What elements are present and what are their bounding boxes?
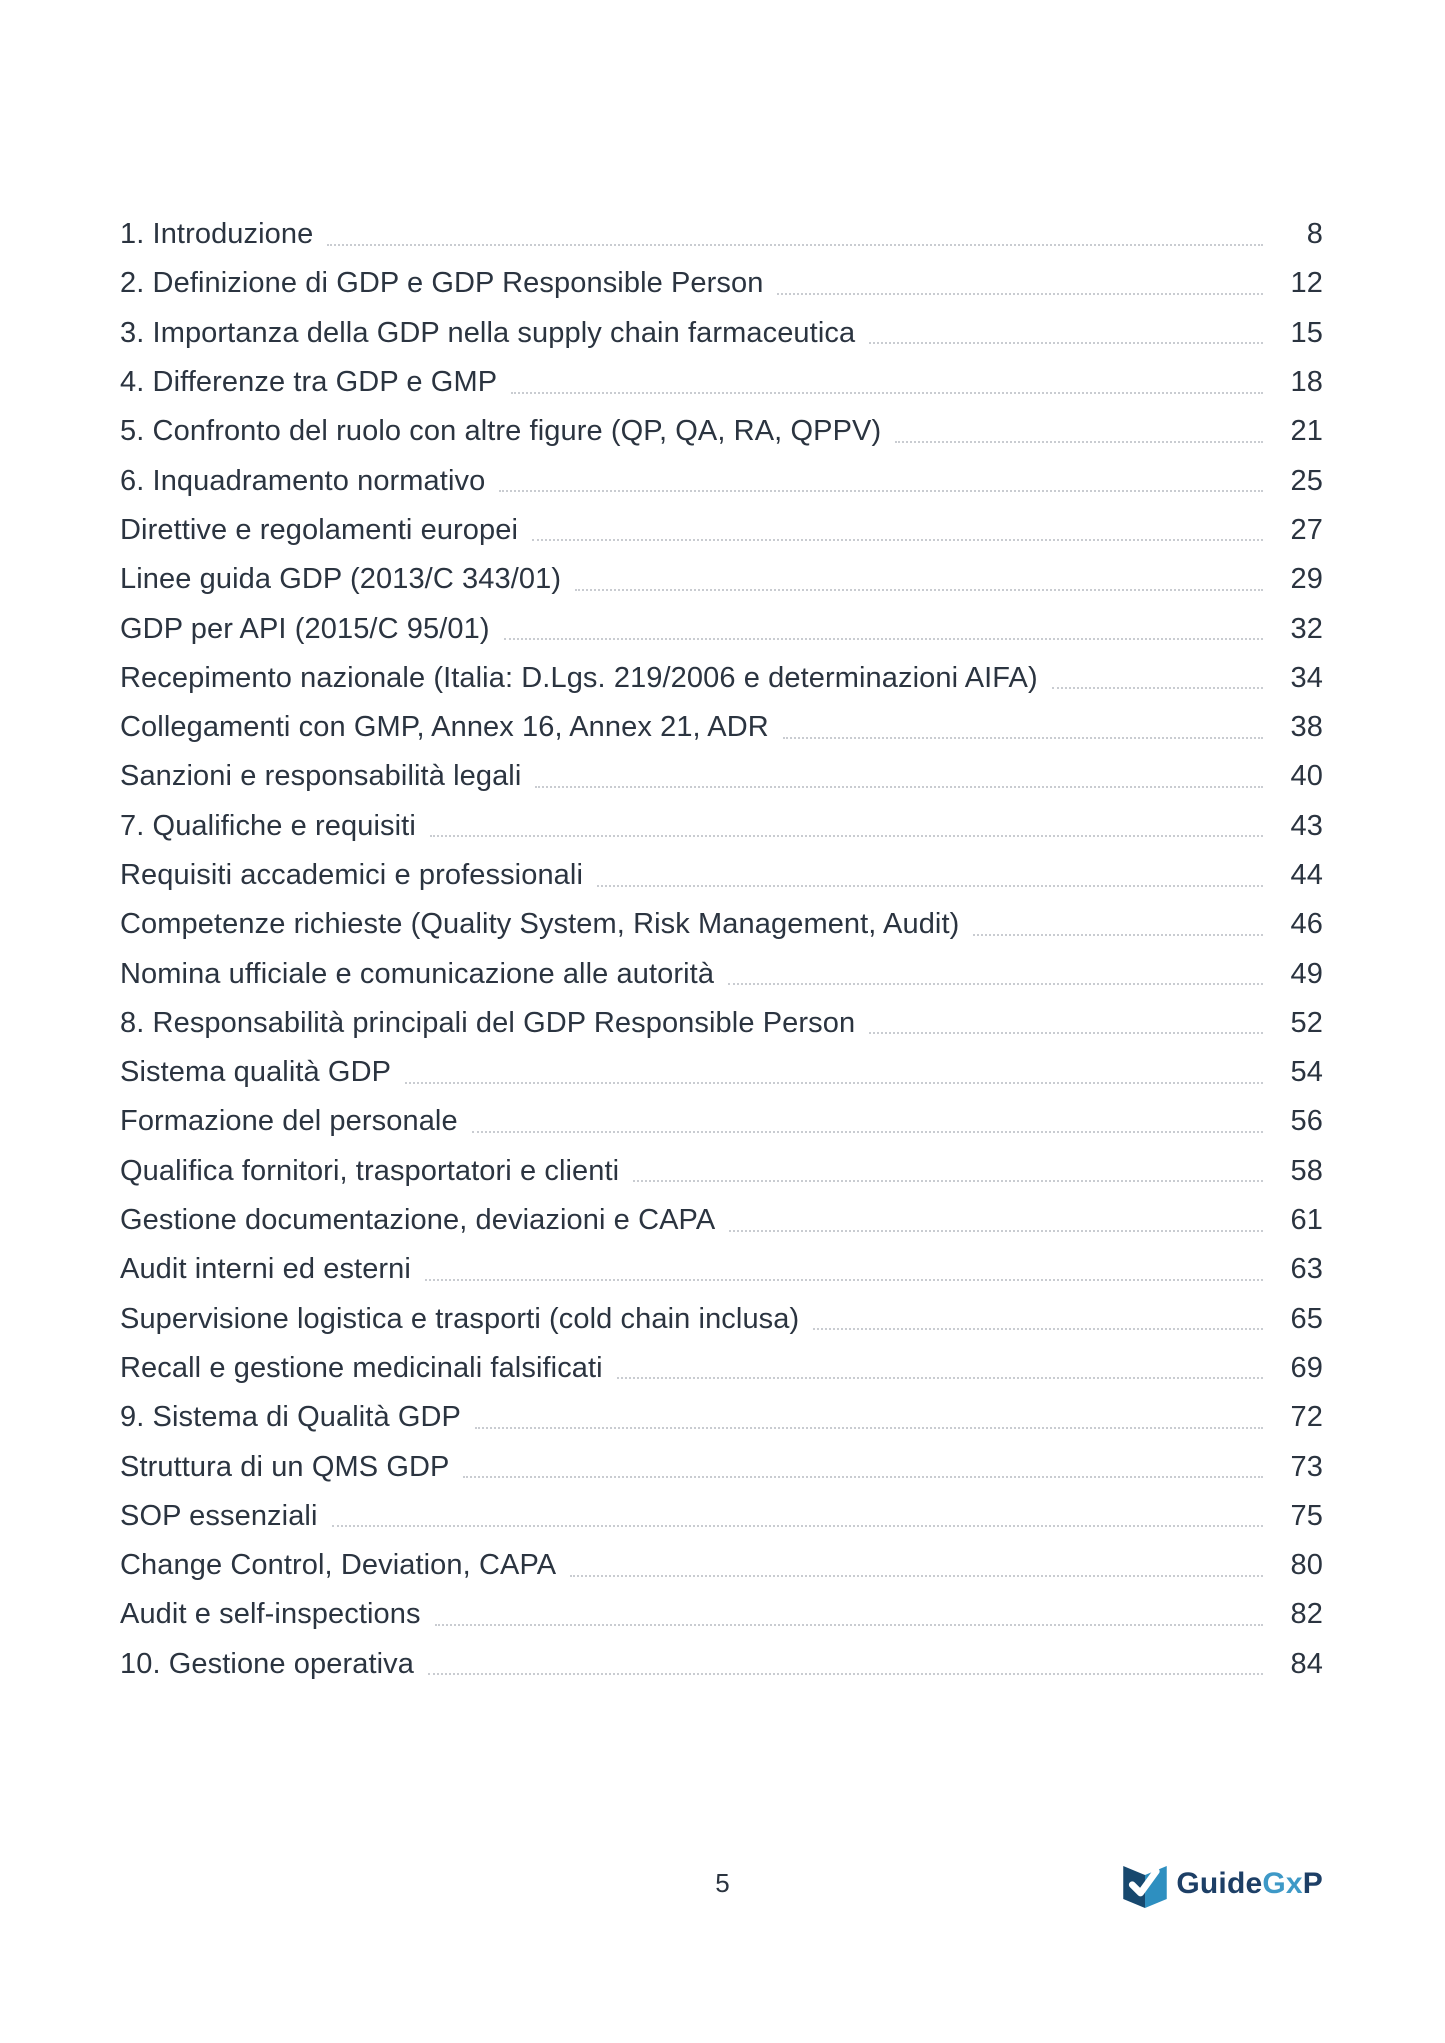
toc-entry: [120, 1541, 1323, 1590]
toc-entry-page: 34: [1290, 661, 1323, 694]
toc-entry: [120, 210, 1323, 259]
page-number: 5: [715, 1868, 730, 1898]
toc-leader-dots: [430, 815, 1263, 837]
toc-entry-page: 54: [1290, 1056, 1323, 1089]
toc-list: [120, 210, 1323, 1689]
toc-entry-title: Struttura di un QMS GDP: [120, 1450, 450, 1483]
toc-leader-dots: [633, 1160, 1263, 1182]
toc-entry-title: Recepimento nazionale (Italia: D.Lgs. 219/2006 e determinazioni AIFA): [120, 661, 1038, 694]
toc-entry-title: 9. Sistema di Qualità GDP: [120, 1401, 461, 1434]
toc-leader-dots: [570, 1555, 1263, 1577]
toc-leader-dots: [597, 865, 1263, 887]
toc-entry-page: 25: [1290, 464, 1323, 497]
toc-entry: [120, 1147, 1323, 1196]
toc-entry-title: 5. Confronto del ruolo con altre figure (QP, QA, RA, QPPV): [120, 415, 882, 448]
toc-entry-page: 18: [1290, 366, 1323, 399]
toc-entry-page: 8: [1306, 218, 1323, 251]
toc-entry: [120, 1196, 1323, 1245]
toc-entry-title: Qualifica fornitori, trasportatori e clienti: [120, 1154, 620, 1187]
toc-entry-title: Direttive e regolamenti europei: [120, 513, 519, 546]
guidegxp-logo: [1121, 1858, 1323, 1910]
toc-entry: [120, 259, 1323, 308]
toc-leader-dots: [472, 1111, 1263, 1133]
toc-entry-title: Supervisione logistica e trasporti (cold chain inclusa): [120, 1302, 800, 1335]
toc-entry: [120, 752, 1323, 801]
toc-entry-title: 6. Inquadramento normativo: [120, 464, 486, 497]
logo-wordmark: [1176, 1867, 1323, 1901]
toc-leader-dots: [783, 717, 1263, 739]
toc-entry-title: 8. Responsabilità principali del GDP Responsible Person: [120, 1006, 856, 1039]
toc-leader-dots: [617, 1357, 1263, 1379]
toc-entry-page: 56: [1290, 1105, 1323, 1138]
toc-leader-dots: [511, 372, 1263, 394]
toc-entry-title: Change Control, Deviation, CAPA: [120, 1549, 557, 1582]
toc-entry-title: 4. Differenze tra GDP e GMP: [120, 366, 498, 399]
toc-entry-title: SOP essenziali: [120, 1499, 318, 1532]
toc-leader-dots: [425, 1259, 1263, 1281]
toc-entry: [120, 1442, 1323, 1491]
toc-entry-page: 72: [1290, 1401, 1323, 1434]
toc-leader-dots: [475, 1407, 1263, 1429]
toc-entry: [120, 1590, 1323, 1639]
toc-entry: [120, 703, 1323, 752]
toc-leader-dots: [327, 224, 1263, 246]
toc-entry-title: Gestione documentazione, deviazioni e CAPA: [120, 1204, 716, 1237]
toc-entry: [120, 1344, 1323, 1393]
toc-entry-page: 80: [1290, 1549, 1323, 1582]
toc-leader-dots: [777, 273, 1263, 295]
toc-entry: [120, 999, 1323, 1048]
toc-entry-page: 52: [1290, 1006, 1323, 1039]
toc-entry: [120, 604, 1323, 653]
toc-entry-title: 10. Gestione operativa: [120, 1647, 414, 1680]
toc-entry-title: 1. Introduzione: [120, 218, 314, 251]
open-book-checkmark-icon: [1121, 1858, 1169, 1910]
toc-entry-page: 75: [1290, 1499, 1323, 1532]
toc-leader-dots: [1052, 667, 1263, 689]
toc-leader-dots: [895, 421, 1263, 443]
toc-leader-dots: [813, 1308, 1263, 1330]
toc-leader-dots: [869, 322, 1263, 344]
toc-entry-page: 84: [1290, 1647, 1323, 1680]
toc-entry: [120, 358, 1323, 407]
toc-entry-page: 32: [1290, 612, 1323, 645]
toc-entry-title: Recall e gestione medicinali falsificati: [120, 1351, 603, 1384]
toc-entry-page: 82: [1290, 1598, 1323, 1631]
toc-entry: [120, 555, 1323, 604]
toc-entry: [120, 309, 1323, 358]
toc-entry-page: 73: [1290, 1450, 1323, 1483]
toc-entry: [120, 1640, 1323, 1689]
toc-leader-dots: [499, 470, 1263, 492]
toc-entry: [120, 506, 1323, 555]
toc-entry-page: 58: [1290, 1154, 1323, 1187]
toc-entry: [120, 900, 1323, 949]
toc-entry: [120, 407, 1323, 456]
toc-entry-title: Nomina ufficiale e comunicazione alle autorità: [120, 957, 715, 990]
toc-entry-page: 12: [1290, 267, 1323, 300]
toc-leader-dots: [428, 1653, 1263, 1675]
toc-entry-title: Sanzioni e responsabilità legali: [120, 760, 522, 793]
toc-entry-page: 63: [1290, 1253, 1323, 1286]
toc-entry-page: 46: [1290, 908, 1323, 941]
toc-leader-dots: [332, 1505, 1263, 1527]
logo-text-guide: Guide: [1176, 1867, 1263, 1900]
toc-entry-title: 2. Definizione di GDP e GDP Responsible Person: [120, 267, 764, 300]
toc-entry: [120, 949, 1323, 998]
toc-entry-title: GDP per API (2015/C 95/01): [120, 612, 490, 645]
toc-leader-dots: [869, 1012, 1263, 1034]
toc-entry-page: 65: [1290, 1302, 1323, 1335]
toc-entry-page: 43: [1290, 809, 1323, 842]
toc-entry: [120, 1245, 1323, 1294]
toc-entry: [120, 456, 1323, 505]
logo-text-p: P: [1302, 1867, 1323, 1900]
toc-entry-title: 7. Qualifiche e requisiti: [120, 809, 416, 842]
toc-leader-dots: [405, 1062, 1263, 1084]
toc-entry-title: Audit interni ed esterni: [120, 1253, 411, 1286]
toc-entry: [120, 802, 1323, 851]
toc-entry: [120, 654, 1323, 703]
toc-entry: [120, 1393, 1323, 1442]
toc-entry-title: Sistema qualità GDP: [120, 1056, 392, 1089]
toc-entry-page: 69: [1290, 1351, 1323, 1384]
toc-entry-title: Competenze richieste (Quality System, Risk Management, Audit): [120, 908, 960, 941]
toc-entry-page: 38: [1290, 711, 1323, 744]
toc-entry-page: 15: [1290, 316, 1323, 349]
toc-entry: [120, 1048, 1323, 1097]
toc-leader-dots: [504, 618, 1263, 640]
toc-entry-page: 40: [1290, 760, 1323, 793]
toc-entry: [120, 1097, 1323, 1146]
toc-entry-page: 29: [1290, 563, 1323, 596]
toc-leader-dots: [435, 1604, 1263, 1626]
toc-entry-title: Collegamenti con GMP, Annex 16, Annex 21, ADR: [120, 711, 769, 744]
logo-text-gx: Gx: [1262, 1867, 1303, 1900]
toc-leader-dots: [535, 766, 1263, 788]
toc-entry: [120, 1295, 1323, 1344]
toc-entry-title: Audit e self-inspections: [120, 1598, 421, 1631]
toc-leader-dots: [728, 963, 1263, 985]
toc-leader-dots: [575, 569, 1263, 591]
toc-entry-title: Formazione del personale: [120, 1105, 458, 1138]
toc-entry-page: 61: [1290, 1204, 1323, 1237]
toc-entry-page: 44: [1290, 859, 1323, 891]
toc-entry: [120, 851, 1323, 900]
toc-entry-page: 21: [1290, 415, 1323, 448]
toc-leader-dots: [532, 519, 1263, 541]
toc-entry-page: 27: [1290, 513, 1323, 546]
toc-entry-page: 49: [1290, 957, 1323, 990]
toc-entry-title: 3. Importanza della GDP nella supply chain farmaceutica: [120, 316, 856, 349]
toc-leader-dots: [973, 914, 1263, 936]
toc-leader-dots: [463, 1456, 1263, 1478]
toc-entry-title: Requisiti accademici e professionali: [120, 859, 583, 891]
toc-entry: [120, 1492, 1323, 1541]
toc-leader-dots: [729, 1210, 1263, 1232]
toc-entry-title: Linee guida GDP (2013/C 343/01): [120, 563, 562, 596]
